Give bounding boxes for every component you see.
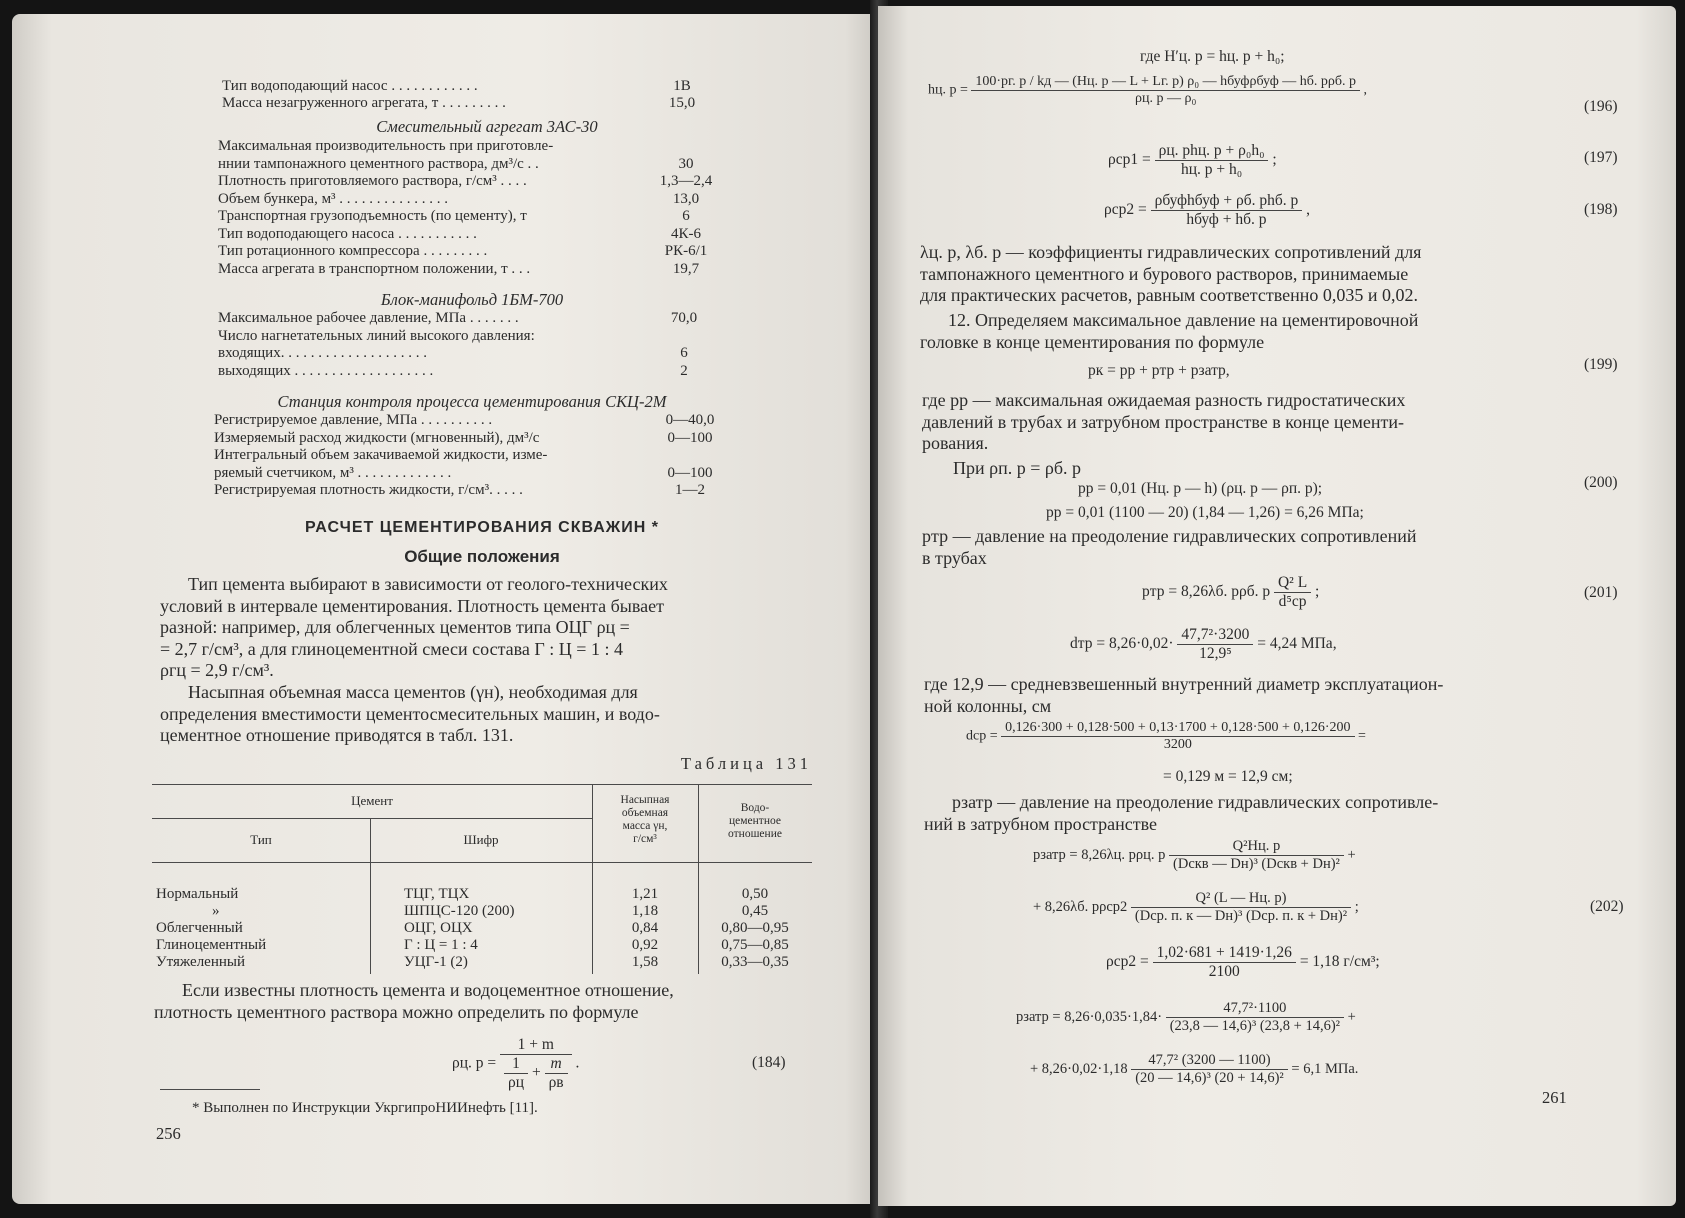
eq196-lhs: hц. р =	[928, 82, 968, 98]
unit-title-station: Станция контроля процесса цементирования СКЦ-2М	[277, 392, 667, 411]
table-col-mass	[592, 794, 698, 846]
eq197-tail: ;	[1272, 151, 1277, 169]
text-line: плотность цементного раствора можно определить по формуле	[154, 1001, 639, 1022]
table-cell-type: »	[212, 903, 220, 919]
equation-184	[452, 1036, 579, 1092]
table-header-line: Насыпная	[620, 794, 670, 806]
eq-pz1-fraction	[1166, 1000, 1344, 1035]
text-line: в трубах	[922, 547, 987, 568]
table-cell-code: УЦГ-1 (2)	[404, 954, 468, 970]
eq184-b-den: ρв	[548, 1074, 564, 1091]
table-cell-ratio: 0,80—0,95	[721, 920, 789, 936]
text-line: ний в затрубном пространстве	[924, 813, 1157, 834]
eq184-denominator	[500, 1055, 572, 1092]
eq198-fraction	[1151, 192, 1303, 229]
table-group-header: Цемент	[351, 793, 393, 808]
spec-value: 1,3—2,4	[659, 173, 713, 189]
table-cell-mass: 0,92	[631, 937, 659, 953]
unit-title-manifold: Блок-манифольд 1БМ-700	[380, 290, 564, 309]
spec-label: Измеряемый расход жидкости (мгновенный), дм³/с	[214, 429, 540, 446]
table-header-line: масса γн,	[622, 820, 668, 832]
table-cell-mass: 1,21	[631, 886, 659, 902]
table-cell-code: ТЦГ, ТЦХ	[404, 886, 470, 902]
text-line: для практических расчетов, равным соответственно 0,035 и 0,02.	[920, 285, 1419, 305]
spec-label: Интегральный объем закачиваемой жидкости, изме-	[214, 447, 548, 463]
eq201b-fraction	[1177, 626, 1253, 663]
spec-value: 0—100	[667, 464, 713, 481]
eq196-numerator: 100·pг. р / kд — (Hц. р — L + Lг. р) ρ₀ — hбуфρбуф — hб. рρб. р	[971, 74, 1360, 91]
table-cell-mass: 0,84	[631, 920, 659, 936]
spec-label: Масса незагруженного агрегата, т . . . . . . . . .	[222, 95, 506, 111]
eq184-numerator: 1 + m	[500, 1036, 572, 1055]
table-cell-code: ШПЦС-120 (200)	[404, 903, 515, 919]
text-line: давлений в трубах и затрубном пространстве в конце цементи-	[922, 411, 1404, 432]
table-cell-mass: 1,18	[631, 903, 659, 919]
equation-198-number: (198)	[1584, 201, 1618, 218]
spec-value: 0—100	[667, 429, 713, 446]
where-line: где H′ц. р = hц. р + h₀;	[1140, 48, 1285, 65]
table-cell-ratio: 0,33—0,35	[721, 954, 789, 970]
eq202a-numerator: Q²Hц. р	[1169, 838, 1344, 856]
spec-label: Плотность приготовляемого раствора, г/см³ . . . .	[218, 173, 527, 189]
text-line: 12. Определяем максимальное давление на цементировочной	[948, 310, 1419, 330]
spec-value: 19,7	[672, 260, 700, 277]
table-header-line: Водо-	[740, 802, 770, 814]
eq-dcp-fraction	[1001, 720, 1354, 753]
table-cell-mass: 1,58	[631, 954, 659, 970]
eq-pz1-tail: +	[1347, 1008, 1356, 1025]
equation-198	[1104, 192, 1310, 229]
eq-rho-lhs: ρср2 =	[1106, 953, 1149, 971]
eq202a-denominator: (Dскв — Dн)³ (Dскв + Dн)²	[1173, 856, 1340, 872]
eq201-fraction	[1274, 574, 1311, 611]
eq-pz2-fraction	[1131, 1052, 1288, 1087]
spec-row	[218, 363, 714, 380]
table-col-ratio	[698, 802, 812, 841]
eq198-denominator: hбуф + hб. р	[1186, 211, 1267, 228]
spec-row	[218, 261, 716, 278]
equation-200-number: (200)	[1584, 474, 1618, 491]
spec-label: Максимальная производительность при приготовле-	[218, 138, 554, 154]
eq-dcp-denominator: 3200	[1163, 737, 1192, 752]
spec-row	[222, 78, 712, 95]
text-line: где 12,9 — средневзвешенный внутренний диаметр эксплуатацион-	[924, 674, 1444, 694]
table-header-line: цементное	[729, 815, 781, 827]
table-cell-type: Нормальный	[156, 886, 239, 902]
spec-row	[214, 412, 720, 429]
eq202a-lhs: pзатр = 8,26λц. рρц. р	[1033, 846, 1166, 863]
when-line: При ρп. р = ρб. р	[953, 458, 1082, 478]
spec-row	[218, 243, 716, 260]
right-page	[878, 6, 1676, 1206]
text-line: разной: например, для облегченных цементов типа ОЦГ ρц =	[160, 617, 630, 637]
eq184-plus: +	[531, 1064, 541, 1082]
spec-label: Регистрируемое давление, МПа . . . . . . . . . .	[214, 412, 493, 428]
equation-199-number: (199)	[1584, 356, 1618, 373]
eq-pz2-numerator: 47,7² (3200 — 1100)	[1131, 1052, 1288, 1070]
spec-row	[214, 447, 720, 464]
spec-row	[218, 191, 716, 208]
eq184-fraction	[500, 1036, 572, 1092]
spec-row	[218, 138, 716, 155]
text-line: λц. р, λб. р — коэффициенты гидравлических сопротивлений для	[920, 242, 1422, 262]
eq-pz1-numerator: 47,7²·1100	[1166, 1000, 1344, 1018]
table-header-line: г/см³	[633, 833, 657, 845]
eq201-lhs: pтр = 8,26λб. рρб. р	[1142, 583, 1271, 601]
eq201b-lhs: dтр = 8,26·0,02·	[1070, 635, 1174, 653]
spec-value: РК-6/1	[664, 243, 708, 259]
eq202b-lhs: + 8,26λб. рρср2	[1033, 898, 1128, 915]
spec-label: ннии тампонажного цементного раствора, дм³/с . .	[218, 155, 539, 172]
text-line: Если известны плотность цемента и водоцементное отношение,	[182, 980, 674, 1000]
spec-row	[218, 328, 714, 345]
spec-row	[218, 345, 714, 362]
spec-label: Тип водоподающий насос . . . . . . . . . . . .	[222, 78, 478, 94]
spec-value: 30	[678, 155, 694, 172]
text-line: ной колонны, см	[924, 695, 1052, 716]
spec-row	[218, 208, 716, 225]
eq-pz1-denominator: (23,8 — 14,6)³ (23,8 + 14,6)²	[1169, 1018, 1341, 1034]
eq202b-tail: ;	[1354, 898, 1359, 915]
equation-dcp	[966, 720, 1366, 753]
spec-row	[218, 156, 716, 173]
eq198-numerator: ρбуфhбуф + ρб. рhб. р	[1151, 192, 1303, 211]
eq184-b-num: m	[545, 1055, 568, 1074]
eq184-tail: .	[575, 1054, 580, 1072]
eq201b-tail: = 4,24 МПа,	[1257, 635, 1337, 653]
equation-201-calc	[1070, 626, 1337, 663]
eq201-tail: ;	[1315, 583, 1320, 601]
spec-value: 0—40,0	[665, 412, 715, 428]
text-line: цементное отношение приводятся в табл. 131.	[160, 725, 514, 745]
spec-value: 1В	[673, 78, 691, 94]
equation-200: pр = 0,01 (Hц. р — h) (ρц. р — ρп. р);	[1078, 480, 1323, 497]
text-line: тампонажного цементного и бурового растворов, принимаемые	[920, 263, 1409, 284]
equation-pzatr-calc2	[1030, 1052, 1358, 1087]
table-header-line: объемная	[621, 807, 669, 819]
spec-label: Объем бункера, м³ . . . . . . . . . . . . . . .	[218, 190, 449, 207]
equation-202b	[1033, 890, 1359, 925]
spec-row	[214, 430, 720, 447]
equation-pzatr-calc1	[1016, 1000, 1356, 1035]
eq201-denominator: d⁵ср	[1278, 593, 1307, 610]
eq198-lhs: ρср2 =	[1104, 201, 1147, 219]
text-line: где pр — максимальная ожидаемая разность гидростатических	[922, 390, 1406, 410]
table-cell-type: Утяжеленный	[156, 954, 246, 970]
footnote: * Выполнен по Инструкции УкргипроНИИнефть [11].	[192, 1100, 538, 1116]
table-cell-ratio: 0,45	[741, 903, 769, 919]
equation-dcp-result: = 0,129 м = 12,9 см;	[1163, 768, 1293, 785]
spec-label: Тип водоподающего насоса . . . . . . . . . . .	[218, 225, 477, 242]
spec-label: Масса агрегата в транспортном положении, т . . .	[218, 260, 531, 277]
table-cell-code: Г : Ц = 1 : 4	[404, 937, 478, 953]
text-line: pзатр — давление на преодоление гидравлических сопротивле-	[952, 792, 1439, 812]
eq197-denominator: hц. р + h₀	[1180, 161, 1243, 178]
equation-197-number: (197)	[1584, 149, 1618, 166]
eq198-tail: ,	[1306, 201, 1310, 219]
text-line: Тип цемента выбирают в зависимости от геолого-технических	[188, 574, 668, 594]
spec-value: 15,0	[668, 95, 696, 111]
equation-196	[928, 74, 1367, 107]
text-line: определения вместимости цементосмесительных машин, и водо-	[160, 703, 660, 724]
eq-rho-tail: = 1,18 г/см³;	[1299, 953, 1380, 971]
equation-200-calc: pр = 0,01 (1100 — 20) (1,84 — 1,26) = 6,26 МПа;	[1046, 504, 1364, 521]
text-line: Насыпная объемная масса цементов (γн), необходимая для	[188, 682, 638, 702]
spec-label: ряемый счетчиком, м³ . . . . . . . . . . . . .	[214, 464, 452, 481]
spec-row	[214, 482, 720, 499]
spec-label: Максимальное рабочее давление, МПа . . . . . . .	[218, 310, 519, 326]
table-cell-ratio: 0,75—0,85	[721, 937, 789, 953]
table-col-type: Тип	[250, 832, 272, 847]
equation-202a	[1033, 838, 1356, 873]
eq196-tail: ,	[1363, 82, 1368, 98]
spec-value: 2	[680, 362, 688, 379]
spec-label: Регистрируемая плотность жидкости, г/см³. . . . .	[214, 482, 523, 498]
eq197-lhs: ρср1 =	[1108, 151, 1151, 169]
equation-184-number: (184)	[752, 1054, 786, 1071]
eq202b-fraction	[1131, 890, 1351, 925]
table-cell-type: Облегченный	[156, 920, 243, 936]
eq-pz1-lhs: pзатр = 8,26·0,035·1,84·	[1016, 1008, 1163, 1025]
spec-row	[218, 226, 716, 243]
page-number-left: 256	[156, 1124, 181, 1143]
eq-pz2-lhs: + 8,26·0,02·1,18	[1030, 1060, 1128, 1077]
text-line: рования.	[922, 433, 989, 453]
spec-value: 70,0	[670, 310, 698, 326]
eq202b-denominator: (Dср. п. к — Dн)³ (Dср. п. к + Dн)²	[1134, 908, 1348, 924]
spec-label: Транспортная грузоподъемность (по цементу), т	[218, 208, 527, 224]
eq201b-numerator: 47,7²·3200	[1177, 626, 1253, 645]
eq196-denominator: ρц. р — ρ₀	[1135, 91, 1197, 106]
eq197-fraction	[1155, 142, 1269, 179]
eq197-numerator: ρц. рhц. р + ρ₀h₀	[1155, 142, 1269, 161]
spec-label: выходящих . . . . . . . . . . . . . . . . . . .	[218, 362, 434, 379]
equation-199: pк = pр + pтр + pзатр,	[1088, 362, 1230, 379]
eq184-lhs: ρц. р =	[452, 1054, 497, 1072]
equation-197	[1108, 142, 1277, 179]
spec-row	[222, 95, 712, 112]
spec-value: 6	[682, 208, 690, 224]
eq-dcp-numerator: 0,126·300 + 0,128·500 + 0,13·1700 + 0,128·500 + 0,126·200	[1001, 720, 1354, 737]
eq201b-denominator: 12,9⁵	[1199, 645, 1232, 662]
eq202b-numerator: Q² (L — Hц. р)	[1131, 890, 1351, 908]
unit-title-mixer: Смесительный агрегат 3АС-30	[376, 117, 598, 136]
equation-rho-cp2	[1106, 944, 1380, 981]
spec-label: Тип ротационного компрессора . . . . . . . . .	[218, 243, 488, 259]
spec-row	[214, 465, 720, 482]
eq-pz2-denominator: (20 — 14,6)³ (20 + 14,6)²	[1135, 1070, 1284, 1086]
text-line: условий в интервале цементирования. Плотность цемента бывает	[160, 595, 664, 616]
equation-201-number: (201)	[1584, 584, 1618, 601]
table-caption: Таблица 131	[680, 754, 812, 773]
eq196-fraction	[971, 74, 1360, 107]
eq201-numerator: Q² L	[1274, 574, 1311, 593]
eq-rho-numerator: 1,02·681 + 1419·1,26	[1153, 944, 1296, 963]
eq-rho-fraction	[1153, 944, 1296, 981]
eq184-a-den: ρц	[508, 1074, 525, 1091]
table-cell-ratio: 0,50	[741, 886, 769, 902]
spec-value: 4К-6	[671, 225, 701, 242]
spec-value: 6	[680, 345, 688, 361]
spec-value: 1—2	[675, 482, 705, 498]
section-title: РАСЧЕТ ЦЕМЕНТИРОВАНИЯ СКВАЖИН *	[305, 519, 659, 536]
spec-label: Число нагнетательных линий высокого давления:	[218, 327, 535, 344]
section-subtitle: Общие положения	[404, 547, 560, 566]
text-line: = 2,7 г/см³, а для глиноцементной смеси состава Г : Ц = 1 : 4	[160, 638, 623, 659]
eq-dcp-tail: =	[1358, 728, 1366, 744]
left-page	[12, 14, 880, 1204]
spec-row	[218, 173, 716, 190]
eq184-a-num: 1	[504, 1055, 528, 1074]
spec-label: входящих. . . . . . . . . . . . . . . . . . . .	[218, 345, 427, 361]
eq202a-fraction	[1169, 838, 1344, 873]
eq-rho-denominator: 2100	[1208, 963, 1240, 980]
spec-value: 13,0	[672, 190, 700, 207]
equation-202-number: (202)	[1590, 898, 1624, 915]
table-header-line: отношение	[728, 828, 782, 840]
spec-row	[218, 310, 714, 327]
table-cell-type: Глиноцементный	[156, 937, 267, 953]
table-cell-code: ОЦГ, ОЦХ	[404, 920, 473, 936]
text-line: головке в конце цементирования по формуле	[920, 331, 1265, 352]
eq-dcp-lhs: dср =	[966, 728, 998, 744]
table-col-code: Шифр	[463, 832, 499, 847]
equation-201	[1142, 574, 1319, 611]
equation-196-number: (196)	[1584, 98, 1618, 115]
text-line: ρгц = 2,9 г/см³.	[160, 660, 274, 680]
page-number-right: 261	[1542, 1088, 1567, 1107]
eq202a-tail: +	[1347, 846, 1356, 863]
eq-pz2-tail: = 6,1 МПа.	[1291, 1060, 1359, 1077]
text-line: pтр — давление на преодоление гидравлических сопротивлений	[922, 526, 1417, 546]
